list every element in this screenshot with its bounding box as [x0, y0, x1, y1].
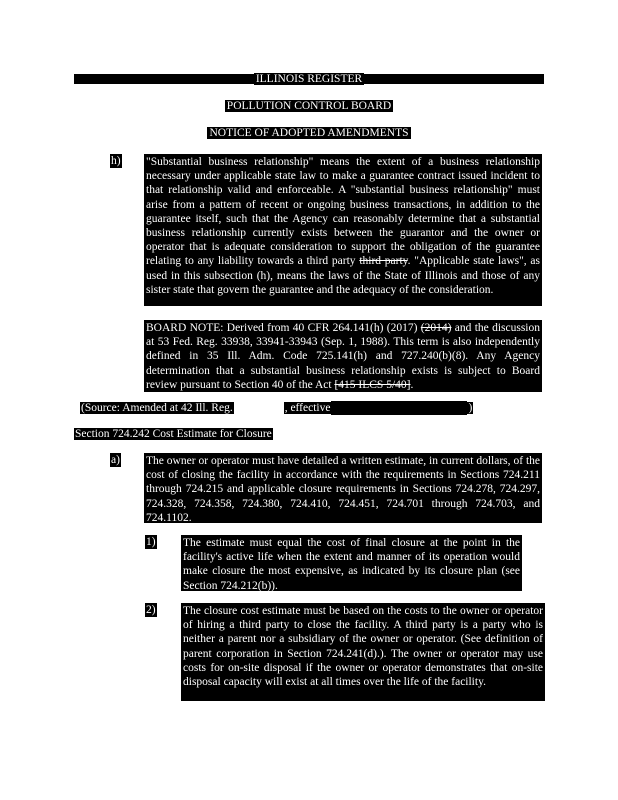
item-1-text: The estimate must equal the cost of final closure at the point in the facility's active life when the extent and manner of its operation would make closure the most expensive, as indicated by its closure plan (see Section 724.212(b)). [183, 537, 520, 592]
subsection-h-text: "Substantial business relationship" means the extent of a business relationship necessary under applicable state law to make a guarantee contract issued incident to that relationship valid and enforceable. A "substantial business relationship" must arise from a pattern of recent or ongoing business transactions, in addition to the guarantee itself, such that the Agency can reasonably determine that a substantial business relationship currently exists between the guarantor and the owner or operator that is adequate consideration to support the obligation of the guarantee relating to any liability towards a third party third party. "Applicable state laws", as used in this subsection (h), means the laws of the State of Illinois and those of any sister state that govern the guarantee and the adequacy of the consideration. [144, 154, 542, 306]
source-line: (Source: Amended at 42 Ill. Reg. , effective ) [81, 402, 473, 414]
section-heading: Section 724.242 Cost Estimate for Closure [75, 428, 272, 440]
item-2-label: 2) [146, 604, 156, 616]
subsection-a-label: a) [111, 454, 120, 466]
board-title: POLLUTION CONTROL BOARD [226, 100, 392, 112]
subsection-h-label: h) [111, 155, 121, 167]
notice-title: NOTICE OF ADOPTED AMENDMENTS [209, 127, 409, 139]
item-2-text: The closure cost estimate must be based on the costs to the owner or operator of hiring a third party to close the facility. A third party is a party who is neither a parent nor a subsidiary of the owner or operator. (See definition of parent corporation in Section 724.241(d).). The owner or operator may use costs for on-site disposal if the owner or operator demonstrates that on-site disposal capacity will exist at all times over the life of the facility. [181, 603, 545, 701]
subsection-a-text: The owner or operator must have detailed a written estimate, in current dollars, of the cost of closing the facility in accordance with the requirements in Sections 724.211 through 724.215 and applicable closure requirements in Sections 724.278, 724.297, 724.328, 724.358, 724.380, 724.410, 724.451, 724.701 through 724.703, and 724.1102. [146, 455, 540, 524]
board-note: BOARD NOTE: Derived from 40 CFR 264.141(h) (2017) (2014) and the discussion at 53 Fed. Reg. 33938, 33941-33943 (Sep. 1, 1988). This term is also independently defined in 35 Ill. Adm. Code 725.141(h) and 727.240(b)(8). Any Agency determination that a substantial business relationship exists is subject to Board review pursuant to Section 40 of the Act [415 ILCS 5/40]. [146, 322, 540, 391]
item-1-label: 1) [146, 536, 156, 548]
register-title: ILLINOIS REGISTER [255, 73, 363, 85]
